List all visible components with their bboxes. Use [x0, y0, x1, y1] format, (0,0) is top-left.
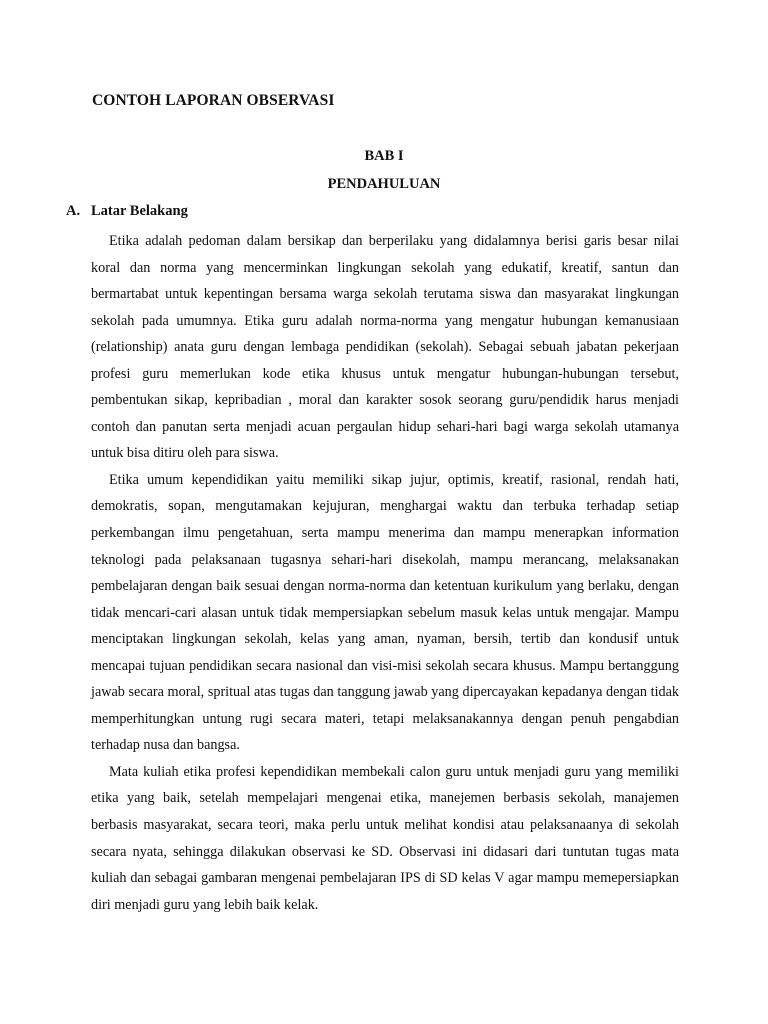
section-heading: [66, 203, 188, 220]
chapter-number: BAB I: [364, 148, 404, 164]
paragraph-2: Etika umum kependidikan yaitu memiliki sikap jujur, optimis, kreatif, rasional, rendah hati, demokratis, sopan, mengutamakan kejujuran, menghargai waktu dan terbuka terhadap setiap perkembangan ilmu pengetahuan, serta mampu menerima dan mampu menerapkan information teknologi pada pelaksanaan tugasnya sehari-hari disekolah, mampu merancang, melaksanakan pembelajaran dengan baik sesuai dengan norma-norma dan ketentuan kurikulum yang berlaku, dengan tidak mencari-cari alasan untuk tidak mempersiapkan sebelum masuk kelas untuk mengajar. Mampu menciptakan lingkungan sekolah, kelas yang aman, nyaman, bersih, tertib dan kondusif untuk mencapai tujuan pendidikan secara nasional dan visi-misi sekolah secara khusus. Mampu bertanggung jawab secara moral, spritual atas tugas dan tanggung jawab yang dipercayakan kepadanya dengan tidak memperhitungkan untung rugi secara materi, tetapi melaksanakannya dengan penuh pengabdian terhadap nusa dan bangsa.: [91, 471, 679, 754]
document-title: CONTOH LAPORAN OBSERVASI: [92, 92, 335, 109]
chapter-title: PENDAHULUAN: [327, 176, 441, 192]
paragraph-1: Etika adalah pedoman dalam bersikap dan berperilaku yang didalamnya berisi garis besar nilai koral dan norma yang mencerminkan lingkungan sekolah yang edukatif, kreatif, santun dan bermartabat untuk kepentingan bersama warga sekolah terutama siswa dan masyarakat lingkungan sekolah pada umumnya. Etika guru adalah norma-norma yang mengatur hubungan kemanusiaan (relationship) anata guru dengan lembaga pendidikan (sekolah). Sebagai sebuah jabatan pekerjaan profesi guru memerlukan kode etika khusus untuk mengatur hubungan-hubungan tersebut, pembentukan sikap, kepribadian , moral dan karakter sosok seorang guru/pendidik harus menjadi contoh dan panutan serta menjadi acuan pergaulan hidup sehari-hari bagi warga sekolah utamanya untuk bisa ditiru oleh para siswa.: [91, 233, 679, 462]
paragraph-3: Mata kuliah etika profesi kependidikan membekali calon guru untuk menjadi guru yang memiliki etika yang baik, setelah mempelajari mengenai etika, manejemen berbasis sekolah, manajemen berbasis masyarakat, secara teori, maka perlu untuk melihat kondisi atau pelaksanaanya di sekolah secara nyata, sehingga dilakukan observasi ke SD. Observasi ini didasari dari tuntutan tugas mata kuliah dan sebagai gambaran mengenai pembelajaran IPS di SD kelas V agar mampu memepersiapkan diri menjadi guru yang lebih baik kelak.: [91, 763, 679, 913]
body-text: [91, 228, 679, 918]
chapter-label: [0, 148, 768, 165]
section-heading-text: Latar Belakang: [91, 203, 188, 219]
section-number: A.: [66, 203, 81, 219]
